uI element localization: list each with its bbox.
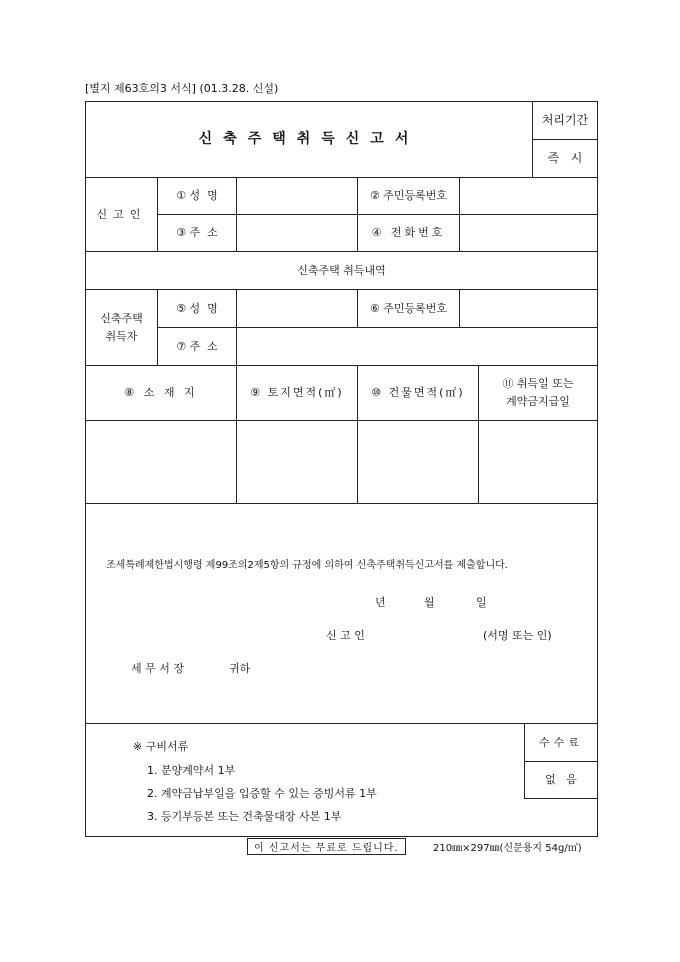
declaration-reporter-label: 신 고 인	[326, 629, 365, 642]
acquirer-label: 신축주택 취득자	[85, 289, 158, 366]
document-item: 2. 계약금납부일을 입증할 수 있는 증빙서류 1부	[147, 787, 377, 800]
acquisition-date-field[interactable]	[478, 420, 598, 504]
form-header-note: [별지 제63호의3 서식] (01.3.28. 신설)	[85, 82, 279, 95]
free-notice: 이 신고서는 무료로 드립니다.	[247, 838, 406, 855]
acquirer-address-field[interactable]	[236, 327, 598, 366]
reporter-label: 신고인	[85, 177, 158, 252]
processing-value: 즉 시	[532, 139, 598, 178]
column-acquisition-date: ⑪ 취득일 또는 계약금지급일	[478, 365, 598, 421]
signature-label: (서명 또는 인)	[483, 629, 552, 642]
addressee: 세 무 서 장	[131, 662, 184, 675]
reporter-phone-field[interactable]	[459, 214, 598, 252]
building-area-field[interactable]	[357, 420, 479, 504]
reporter-name-field[interactable]	[236, 177, 358, 215]
processing-label: 처리기간	[532, 101, 598, 140]
column-building-area: ⑩ 건물면적(㎡)	[357, 365, 479, 421]
section-title: 신축주택 취득내역	[85, 251, 598, 290]
acquirer-name-field[interactable]	[236, 289, 358, 328]
reporter-address-label: ③ 주 소	[157, 214, 237, 252]
document-item: 1. 분양계약서 1부	[147, 764, 236, 777]
date-day: 일	[476, 596, 487, 609]
form-title: 신축주택취득신고서	[198, 131, 420, 148]
paper-spec: 210㎜×297㎜(신문용지 54g/㎡)	[433, 843, 582, 854]
honorific: 귀하	[229, 662, 251, 675]
fee-value: 없 음	[524, 761, 598, 799]
document-item: 3. 등기부등본 또는 건축물대장 사본 1부	[147, 810, 342, 823]
reporter-address-field[interactable]	[236, 214, 358, 252]
fee-label: 수수료	[524, 723, 598, 762]
land-area-field[interactable]	[236, 420, 358, 504]
reporter-rrn-field[interactable]	[459, 177, 598, 215]
column-location: ⑧ 소 재 지	[85, 365, 237, 421]
reporter-rrn-label: ② 주민등록번호	[357, 177, 460, 215]
reporter-name-label: ① 성 명	[157, 177, 237, 215]
declaration-statement: 조세특례제한법시행령 제99조의2제5항의 규정에 의하여 신축주택취득신고서를 제출합니다.	[106, 560, 508, 571]
location-field[interactable]	[85, 420, 237, 504]
date-month: 월	[424, 596, 435, 609]
acquirer-address-label: ⑦ 주 소	[157, 327, 237, 366]
acquirer-rrn-label: ⑥ 주민등록번호	[357, 289, 460, 328]
acquirer-rrn-field[interactable]	[459, 289, 598, 328]
date-year: 년	[375, 596, 386, 609]
title-cell	[85, 101, 533, 178]
reporter-phone-label: ④ 전화번호	[357, 214, 460, 252]
acquirer-name-label: ⑤ 성 명	[157, 289, 237, 328]
documents-heading: ※ 구비서류	[133, 740, 189, 753]
column-land-area: ⑨ 토지면적(㎡)	[236, 365, 358, 421]
